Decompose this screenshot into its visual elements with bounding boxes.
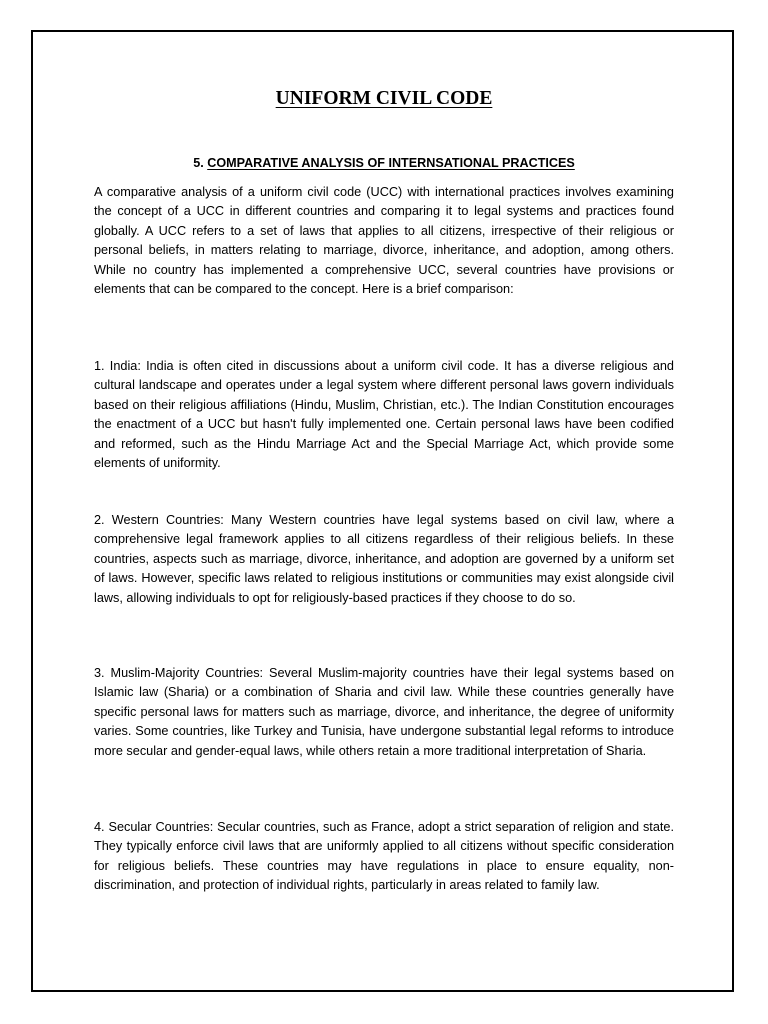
section-heading-text: COMPARATIVE ANALYSIS OF INTERNSATIONAL PRACTICES bbox=[207, 156, 575, 170]
paragraph-secular-countries: 4. Secular Countries: Secular countries, such as France, adopt a strict separation of religion and state. They typically enforce civil laws that are uniformly applied to all citizens without specific consideration for religious beliefs. These countries may have regulations in place to ensure equality, non-discrimination, and protection of individual rights, particularly in areas related to family law. bbox=[94, 820, 674, 893]
section-number: 5. bbox=[193, 156, 204, 170]
paragraph-western-countries: 2. Western Countries: Many Western countries have legal systems based on civil law, where a comprehensive legal framework applies to all citizens regardless of their religious beliefs. In these countries, aspects such as marriage, divorce, inheritance, and adoption are governed by a uniform set of laws. However, specific laws related to religious institutions or communities may exist alongside civil laws, allowing individuals to opt for religiously-based practices if they choose to do so. bbox=[94, 513, 674, 605]
paragraph-intro: A comparative analysis of a uniform civil code (UCC) with international practices involves examining the concept of a UCC in different countries and comparing it to legal systems and practices found globally. A UCC refers to a set of laws that applies to all citizens, irrespective of their religious or personal beliefs, in matters relating to marriage, divorce, inheritance, and adoption, among others. While no country has implemented a comprehensive UCC, several countries have provisions or elements that can be compared to the concept. Here is a brief comparison: bbox=[94, 185, 674, 297]
section-heading bbox=[0, 156, 768, 170]
paragraph-muslim-majority-countries: 3. Muslim-Majority Countries: Several Muslim-majority countries have their legal systems based on Islamic law (Sharia) or a combination of Sharia and civil law. While these countries generally have specific personal laws for matters such as marriage, divorce, and inheritance, the degree of uniformity varies. Some countries, like Turkey and Tunisia, have undergone substantial legal reforms to introduce more secular and gender-equal laws, while others retain a more traditional interpretation of Sharia. bbox=[94, 666, 674, 758]
document-title: UNIFORM CIVIL CODE bbox=[275, 88, 493, 109]
paragraph-india: 1. India: India is often cited in discussions about a uniform civil code. It has a diverse religious and cultural landscape and operates under a legal system where different personal laws govern individuals based on their religious affiliations (Hindu, Muslim, Christian, etc.). The Indian Constitution encourages the enactment of a UCC but hasn't fully implemented one. Certain personal laws have been codified and reformed, such as the Hindu Marriage Act and the Special Marriage Act, which provide some elements of uniformity. bbox=[94, 359, 674, 471]
